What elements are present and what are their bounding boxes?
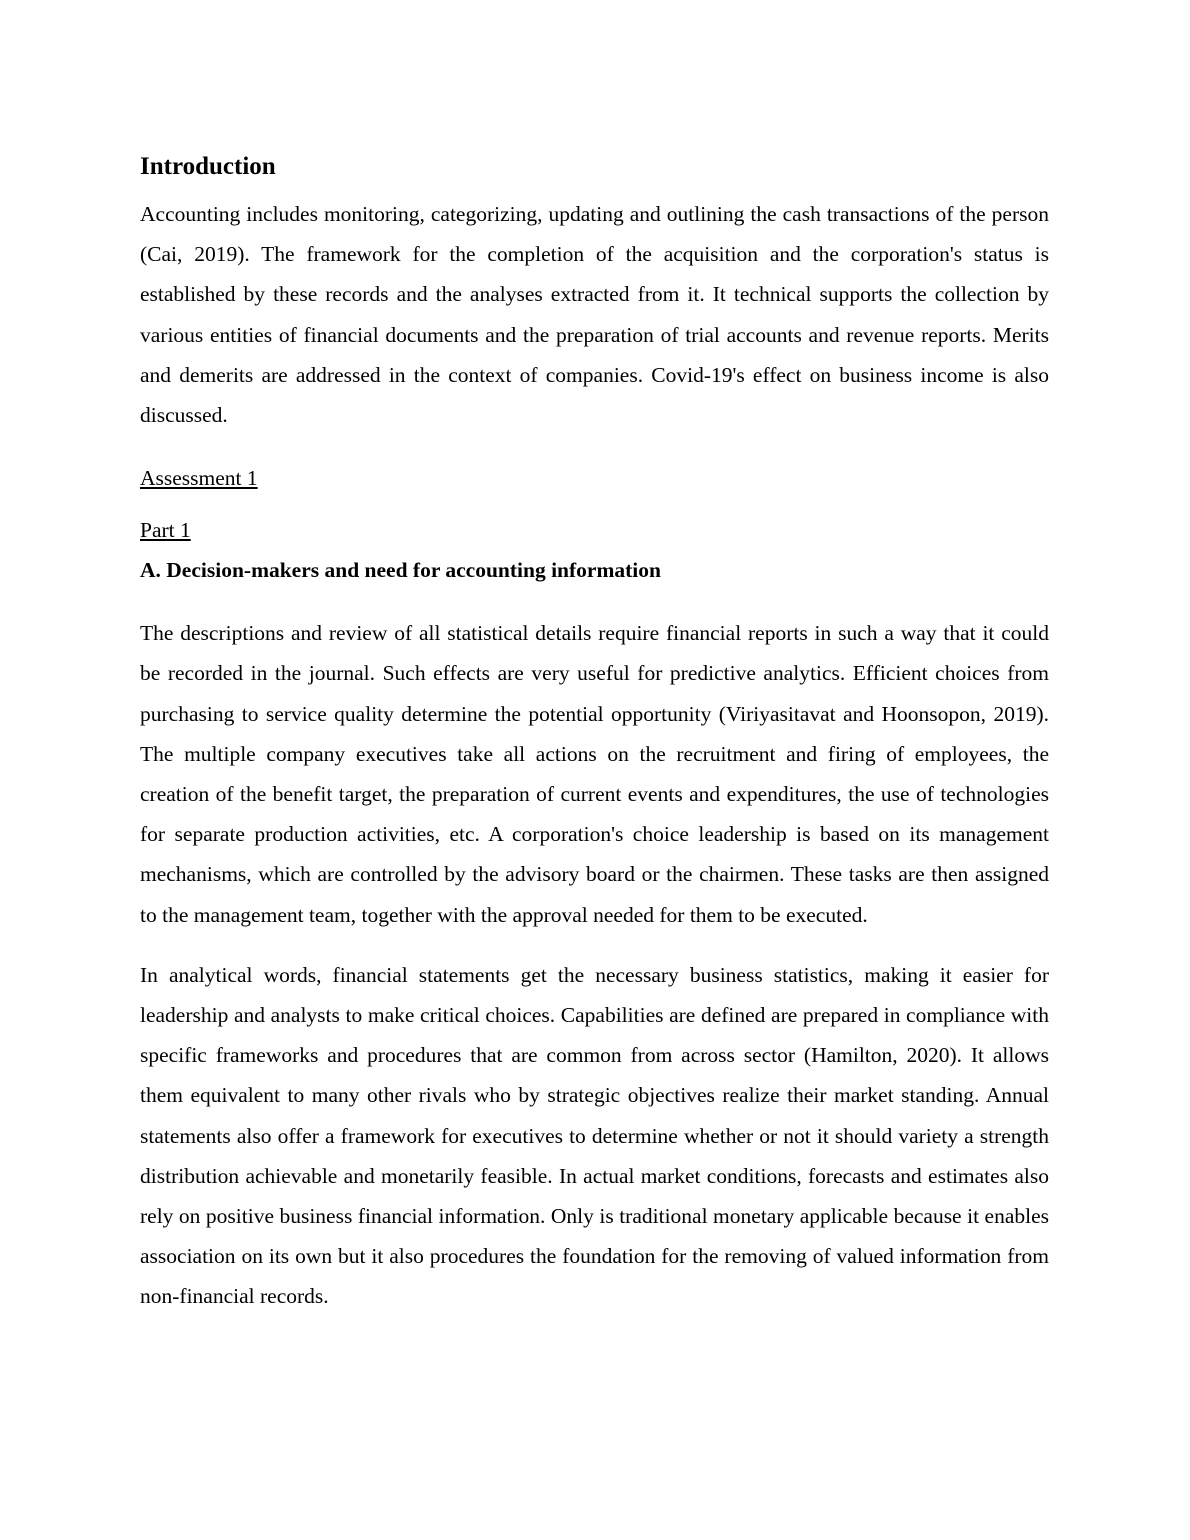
- document-page: [140, 150, 1049, 1317]
- introduction-paragraph: Accounting includes monitoring, categorizing, updating and outlining the cash transactions of the person (Cai, 2019). The framework for the completion of the acquisition and the corporation's status is established by these records and the analyses extracted from it. It technical supports the collection by various entities of financial documents and the preparation of trial accounts and revenue reports. Merits and demerits are addressed in the context of companies. Covid-19's effect on business income is also discussed.: [140, 202, 1049, 428]
- introduction-heading: Introduction: [140, 153, 276, 180]
- section-a-paragraph-1: The descriptions and review of all statistical details require financial reports in such a way that it could be recorded in the journal. Such effects are very useful for predictive analytics. Efficient choices from purchasing to service quality determine the potential opportunity (Viriyasitavat and Hoonsopon, 2019). The multiple company executives take all actions on the recruitment and firing of employees, the creation of the benefit target, the preparation of current events and expenditures, the use of technologies for separate production activities, etc. A corporation's choice leadership is based on its management mechanisms, which are controlled by the advisory board or the chairmen. These tasks are then assigned to the management team, together with the approval needed for them to be executed.: [140, 621, 1049, 927]
- part-heading: Part 1: [140, 518, 191, 543]
- section-a-paragraph-2: In analytical words, financial statements get the necessary business statistics, making it easier for leadership and analysts to make critical choices. Capabilities are defined are prepared in compliance with specific frameworks and procedures that are common from across sector (Hamilton, 2020). It allows them equivalent to many other rivals who by strategic objectives realize their market standing. Annual statements also offer a framework for executives to determine whether or not it should variety a strength distribution achievable and monetarily feasible. In actual market conditions, forecasts and estimates also rely on positive business financial information. Only is traditional monetary applicable because it enables association on its own but it also procedures the foundation for the removing of valued information from non-financial records.: [140, 962, 1049, 1309]
- section-a-heading: A. Decision-makers and need for accounting information: [140, 558, 661, 583]
- assessment-heading: Assessment 1: [140, 466, 258, 491]
